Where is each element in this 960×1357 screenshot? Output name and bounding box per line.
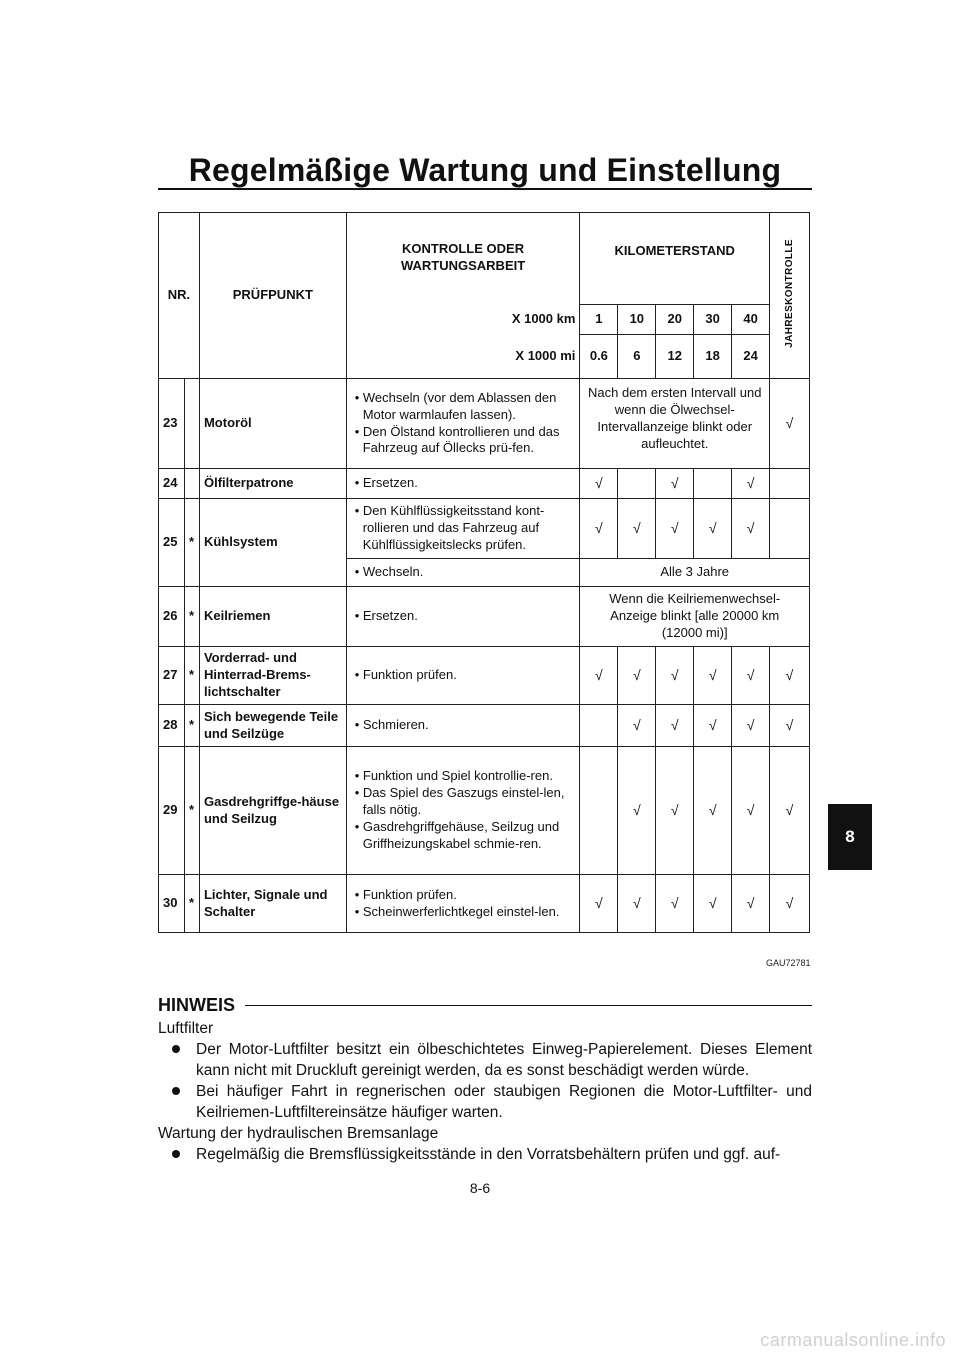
check-mark: √ (732, 647, 770, 705)
operation-item: • Den Kühlflüssigkeitsstand kont-rollieren und das Fahrzeug auf Kühlflüssigkeitslecks prüfen. (351, 503, 576, 554)
table-row-23 (159, 379, 810, 469)
row-nr: 30 (159, 875, 185, 933)
row-nr: 23 (159, 379, 185, 469)
row-nr: 28 (159, 705, 185, 747)
operation-item: • Funktion prüfen. (351, 667, 576, 684)
km-value: 30 (694, 305, 732, 335)
row-operation (346, 379, 580, 469)
row-item: Motoröl (199, 379, 346, 469)
check-mark: √ (618, 499, 656, 559)
check-mark: √ (732, 499, 770, 559)
chapter-tab[interactable]: 8 (828, 804, 872, 870)
check-mark: √ (770, 747, 810, 875)
check-mark: √ (618, 875, 656, 933)
check-mark: √ (656, 875, 694, 933)
hinweis-body (158, 1018, 812, 1165)
check-mark: √ (694, 747, 732, 875)
header-kontrolle: KONTROLLE ODER WARTUNGSARBEIT (346, 213, 580, 305)
check-mark: √ (580, 499, 618, 559)
row-nr: 26 (159, 587, 185, 647)
row-item: Lichter, Signale und Schalter (199, 875, 346, 933)
row-operation (346, 875, 580, 933)
mi-value: 18 (694, 335, 732, 379)
row-operation (346, 559, 580, 587)
row-interval-text: Nach dem ersten Intervall und wenn die Ölwechsel-Intervallanzeige blinkt oder aufleuchtet. (580, 379, 770, 469)
table-row-27 (159, 647, 810, 705)
mi-value: 6 (618, 335, 656, 379)
check-empty (580, 705, 618, 747)
operation-item: • Den Ölstand kontrollieren und das Fahrzeug auf Öllecks prü-fen. (351, 424, 576, 458)
header-pruefpunkt: PRÜFPUNKT (199, 213, 346, 379)
header-jahreskontrolle (770, 213, 810, 379)
hinweis-heading (158, 995, 812, 1016)
note-item (158, 1039, 812, 1081)
note-item (158, 1144, 812, 1165)
check-mark: √ (732, 705, 770, 747)
header-mi-label: X 1000 mi (346, 335, 580, 379)
row-operation (346, 747, 580, 875)
header-kilometerstand: KILOMETERSTAND (580, 213, 770, 305)
check-mark: √ (770, 705, 810, 747)
hinweis-rule (245, 1005, 812, 1006)
check-mark: √ (618, 747, 656, 875)
check-mark: √ (770, 379, 810, 469)
check-mark: √ (656, 647, 694, 705)
km-value: 20 (656, 305, 694, 335)
row-item: Keilriemen (199, 587, 346, 647)
check-mark: √ (732, 875, 770, 933)
check-mark: √ (694, 705, 732, 747)
check-empty (618, 469, 656, 499)
row-item: Vorderrad- und Hinterrad-Brems-lichtschalter (199, 647, 346, 705)
check-mark: √ (656, 705, 694, 747)
check-mark: √ (770, 875, 810, 933)
check-mark: √ (656, 747, 694, 875)
check-empty (770, 469, 810, 499)
row-star: * (184, 647, 199, 705)
row-star (184, 469, 199, 499)
row-operation (346, 499, 580, 559)
brems-label: Wartung der hydraulischen Bremsanlage (158, 1125, 439, 1142)
km-value: 10 (618, 305, 656, 335)
note-text: Regelmäßig die Bremsflüssigkeitsstände in den Vorratsbehältern prüfen und ggf. auf- (196, 1146, 781, 1163)
row-star: * (184, 587, 199, 647)
mi-value: 24 (732, 335, 770, 379)
mi-value: 0.6 (580, 335, 618, 379)
bullet-icon (172, 1045, 180, 1053)
bullet-icon (172, 1087, 180, 1095)
maintenance-table (158, 212, 810, 933)
note-text: Der Motor-Luftfilter besitzt ein ölbeschichtetes Einweg-Papierelement. Dieses Element kann nicht mit Druckluft gereinigt werden, da es sonst beschädigt werden würde. (196, 1041, 812, 1079)
operation-item: • Scheinwerferlichtkegel einstel-len. (351, 904, 576, 921)
check-mark: √ (656, 469, 694, 499)
check-mark: √ (694, 499, 732, 559)
header-nr: NR. (159, 213, 200, 379)
check-empty (770, 499, 810, 559)
table-row-30 (159, 875, 810, 933)
table-row-28 (159, 705, 810, 747)
operation-item: • Ersetzen. (351, 608, 576, 625)
check-mark: √ (618, 705, 656, 747)
operation-item: • Das Spiel des Gaszugs einstel-len, falls nötig. (351, 785, 576, 819)
check-mark: √ (656, 499, 694, 559)
row-item: Sich bewegende Teile und Seilzüge (199, 705, 346, 747)
row-star (184, 379, 199, 469)
bullet-icon (172, 1150, 180, 1158)
table-row-26 (159, 587, 810, 647)
note-text: Bei häufiger Fahrt in regnerischen oder staubigen Regionen die Motor-Luftfilter- und Keilriemen-Luftfiltereinsätze häufiger warten. (196, 1083, 812, 1121)
row-star: * (184, 875, 199, 933)
row-item: Ölfilterpatrone (199, 469, 346, 499)
check-mark: √ (770, 647, 810, 705)
mi-value: 12 (656, 335, 694, 379)
reference-code: GAU72781 (766, 958, 811, 968)
header-km-label: X 1000 km (346, 305, 580, 335)
row-operation (346, 647, 580, 705)
row-interval-text: Wenn die Keilriemenwechsel-Anzeige blinkt [alle 20000 km (12000 mi)] (580, 587, 810, 647)
operation-item: • Funktion prüfen. (351, 887, 576, 904)
check-empty (694, 469, 732, 499)
check-empty (580, 747, 618, 875)
luftfilter-label: Luftfilter (158, 1020, 214, 1037)
check-mark: √ (732, 747, 770, 875)
table-row-24 (159, 469, 810, 499)
check-mark: √ (694, 875, 732, 933)
check-mark: √ (732, 469, 770, 499)
operation-item: • Gasdrehgriffgehäuse, Seilzug und Griffheizungskabel schmie-ren. (351, 819, 576, 853)
row-nr: 29 (159, 747, 185, 875)
operation-item: • Funktion und Spiel kontrollie-ren. (351, 768, 576, 785)
page-title: Regelmäßige Wartung und Einstellung (188, 152, 782, 188)
km-value: 40 (732, 305, 770, 335)
check-mark: √ (580, 469, 618, 499)
watermark: carmanualsonline.info (760, 1330, 946, 1350)
row-nr: 25 (159, 499, 185, 587)
hinweis-title: HINWEIS (158, 995, 236, 1015)
row-star: * (184, 705, 199, 747)
row-operation (346, 469, 580, 499)
title-rule (158, 188, 812, 190)
row-item: Kühlsystem (199, 499, 346, 587)
row-star: * (184, 747, 199, 875)
operation-item: • Wechseln. (351, 564, 576, 581)
row-star: * (184, 499, 199, 587)
row-interval-text: Alle 3 Jahre (580, 559, 810, 587)
page-number: 8-6 (469, 1180, 491, 1196)
check-mark: √ (580, 647, 618, 705)
km-value: 1 (580, 305, 618, 335)
row-operation (346, 705, 580, 747)
check-mark: √ (618, 647, 656, 705)
operation-item: • Wechseln (vor dem Ablassen den Motor warmlaufen lassen). (351, 390, 576, 424)
table-row-29 (159, 747, 810, 875)
row-operation (346, 587, 580, 647)
check-mark: √ (694, 647, 732, 705)
row-item: Gasdrehgriffge-häuse und Seilzug (199, 747, 346, 875)
check-mark: √ (580, 875, 618, 933)
operation-item: • Schmieren. (351, 717, 576, 734)
table-row-25 (159, 499, 810, 559)
note-item (158, 1081, 812, 1123)
row-nr: 24 (159, 469, 185, 499)
jahreskontrolle-label: JAHRESKONTROLLE (784, 238, 796, 348)
row-nr: 27 (159, 647, 185, 705)
operation-item: • Ersetzen. (351, 475, 576, 492)
